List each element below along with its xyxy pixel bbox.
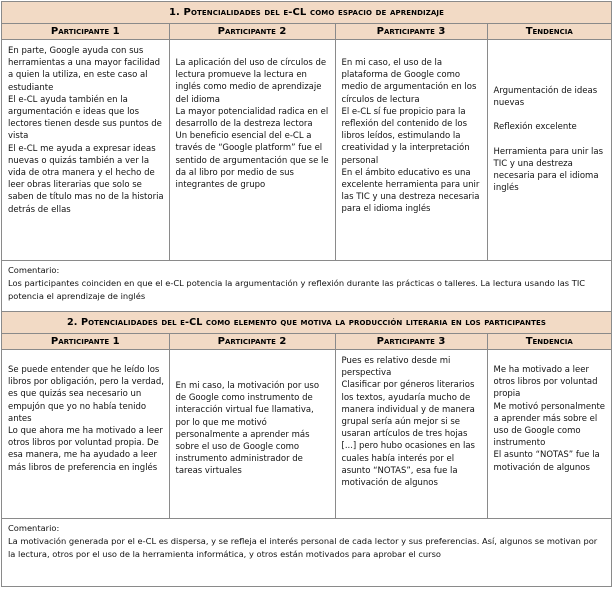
section2-comment-label: Comentario: (8, 523, 60, 533)
section2-participant3-cell (335, 350, 487, 519)
section2-header-participant2: Participante 2 (169, 334, 335, 350)
section1-p1-text: En parte, Google ayuda con sus herramientas a una mayor facilidad a quien la utiliza, en este caso al estudiante (8, 46, 161, 93)
section2-comment-text: La motivación generada por el e-CL es dispersa, y se refleja el interés personal de cada lector y sus preferencias. Así, algunos se motivan por la lectura, otros por el uso de la herramienta informática, y otros están motivados para aprobar el curso (8, 536, 598, 559)
section2-table (2, 334, 611, 519)
section1-trend-text: Argumentación de ideas nuevas (493, 86, 598, 109)
section2-participant2-cell (169, 350, 335, 519)
section1-p2-text: Un beneficio esencial del e-CL a través de “Google platform” fue el sentido de argumentación que se le da al libro por medio de sus integrantes de grupo (175, 131, 329, 191)
section1-trend-text: Reflexión excelente (493, 122, 577, 133)
section2-trend-text: Me ha motivado a leer otros libros por voluntad propia (493, 365, 598, 400)
section1-header-trend: Tendencia (487, 24, 611, 40)
section2-trend-cell (487, 350, 611, 519)
section1-table (2, 24, 611, 261)
section1-p1-text: El e-CL me ayuda a expresar ideas nuevas o quizás también a ver la vida de otra manera y el hecho de leer obras literarias que solo se saben de título mas no de la historia detrás de ellas (8, 143, 164, 215)
section1-participant3-cell (335, 40, 487, 261)
section1-trend-cell (487, 40, 611, 261)
section1-title: 1. Potencialidades del e-CL como espacio de aprendizaje (2, 2, 611, 24)
section2-title: 2. Potencialidades del e-CL como elemento que motiva la producción literaria en los participantes (2, 312, 611, 334)
section1-trend-text: Herramienta para unir las TIC y una destreza necesaria para el idioma inglés (493, 146, 604, 194)
section1-p2-text: La aplicación del uso de círculos de lectura promueve la lectura en inglés como medio de aprendizaje del idioma (175, 58, 327, 105)
section1-comment-text: Los participantes coinciden en que el e-CL potencia la argumentación y reflexión durante las prácticas o talleres. La lectura usando las TIC potencia el aprendizaje de inglés (8, 278, 586, 301)
section1-header-participant2: Participante 2 (169, 24, 335, 40)
section1-p1-text: El e-CL ayuda también en la argumentación e ideas que los lectores tienen desde sus puntos de vista (8, 94, 162, 142)
section1-comment-label: Comentario: (8, 265, 60, 275)
section1-p3-text: En mi caso, el uso de la plataforma de Google como medio de argumentación en los círculos de lectura (341, 58, 477, 105)
section2-participant1-cell (2, 350, 169, 519)
section1-participant1-cell (2, 40, 169, 261)
section2-header-participant1: Participante 1 (2, 334, 169, 350)
section2-p1-text: Se puede entender que he leído los libros por obligación, pero la verdad, es que quizás sea necesario un empujón que yo no había tenido antes (8, 365, 164, 424)
section2-comment-box (2, 519, 611, 569)
section2-header-trend: Tendencia (487, 334, 611, 350)
section2-trend-text: El asunto “NOTAS” fue la motivación de algunos (493, 450, 600, 473)
section1-p3-text: El e-CL sí fue propicio para la reflexión del contenido de los libros leídos, estimulando la creatividad y la interpretación personal (341, 106, 470, 166)
section2-p3-text: Pues es relativo desde mi perspectiva (341, 356, 451, 379)
section2-p1-text: Lo que ahora me ha motivado a leer otros libros por voluntad propia. De esa manera, me ha ayudado a leer más libros de preferencia en inglés (8, 426, 163, 473)
section1-p3-text: En el ámbito educativo es una excelente herramienta para unir las TIC y una destreza necesaria para el idioma inglés (341, 167, 480, 215)
section1-participant2-cell (169, 40, 335, 261)
results-table (1, 1, 612, 587)
section1-comment-box (2, 261, 611, 312)
section1-header-participant3: Participante 3 (335, 24, 487, 40)
section2-trend-text: Me motivó personalmente a aprender más sobre el uso de Google como instrumento (493, 401, 606, 449)
section2-p3-text: Clasificar por géneros literarios los textos, ayudaría mucho de manera individual y de manera grupal sería aún mejor si se usaran artículos de tres hojas [...] pero hubo ocasiones en las cuales había interés por el asunto “NOTAS”, esa fue la motivación de algunos (341, 380, 475, 489)
section1-header-participant1: Participante 1 (2, 24, 169, 40)
section1-p2-text: La mayor potencialidad radica en el desarrollo de la destreza lectora (175, 106, 329, 130)
section2-header-participant3: Participante 3 (335, 334, 487, 350)
section2-p2-text: En mi caso, la motivación por uso de Google como instrumento de interacción virtual fue llamativa, por lo que me motivó personalmente a aprender más sobre el uso de Google como instrumento administrador de tareas virtuales (175, 381, 320, 477)
